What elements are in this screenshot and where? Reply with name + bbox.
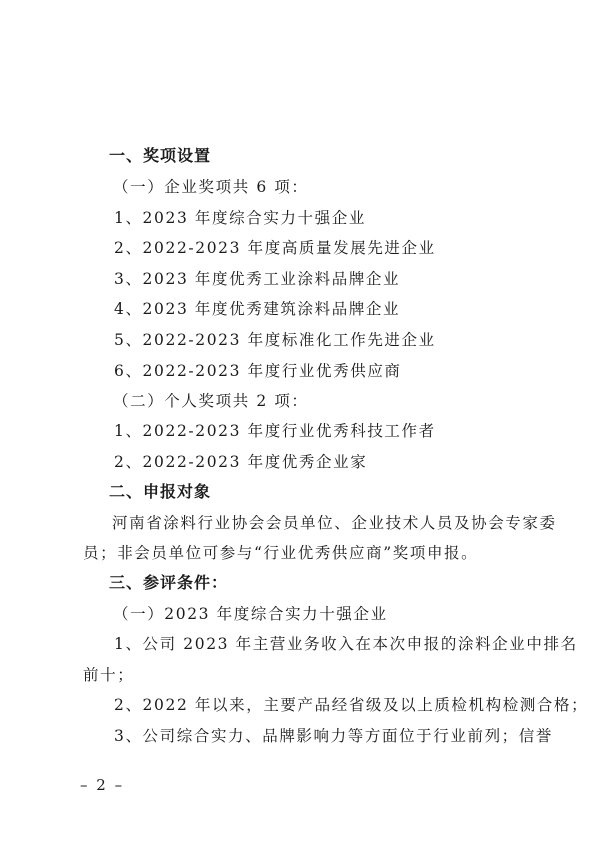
list-item: 3、2023 年度优秀工业涂料品牌企业 — [114, 270, 401, 288]
paragraph-line: 员；非会员单位可参与“行业优秀供应商”奖项申报。 — [83, 544, 479, 562]
list-item: 2、2022-2023 年度优秀企业家 — [114, 453, 368, 471]
paragraph-line: 前十； — [83, 666, 135, 684]
list-item: 4、2023 年度优秀建筑涂料品牌企业 — [114, 300, 401, 318]
paragraph-line: 1、公司 2023 年主营业务收入在本次申报的涂料企业中排名 — [114, 635, 578, 653]
list-item: 6、2022-2023 年度行业优秀供应商 — [114, 362, 402, 380]
paragraph-line: 2、2022 年以来，主要产品经省级及以上质检机构检测合格； — [114, 696, 589, 714]
subheading-enterprise-awards: （一）企业奖项共 6 项： — [113, 178, 309, 196]
subheading-individual-awards: （二）个人奖项共 2 项： — [113, 392, 309, 410]
section-heading-criteria: 三、参评条件： — [109, 573, 229, 592]
list-item: 5、2022-2023 年度标准化工作先进企业 — [114, 331, 436, 349]
section-heading-applicants: 二、申报对象 — [109, 482, 212, 501]
list-item: 2、2022-2023 年度高质量发展先进企业 — [114, 239, 436, 257]
list-item: 1、2023 年度综合实力十强企业 — [114, 209, 366, 227]
list-item: 1、2022-2023 年度行业优秀科技工作者 — [114, 422, 436, 440]
paragraph-line: 3、公司综合实力、品牌影响力等方面位于行业前列；信誉 — [114, 727, 553, 745]
section-heading-awards: 一、奖项设置 — [109, 146, 212, 165]
page-number: – 2 – — [80, 776, 125, 794]
paragraph-line: 河南省涂料行业协会会员单位、企业技术人员及协会专家委 — [112, 514, 557, 532]
subheading-top-ten: （一）2023 年度综合实力十强企业 — [113, 605, 388, 623]
